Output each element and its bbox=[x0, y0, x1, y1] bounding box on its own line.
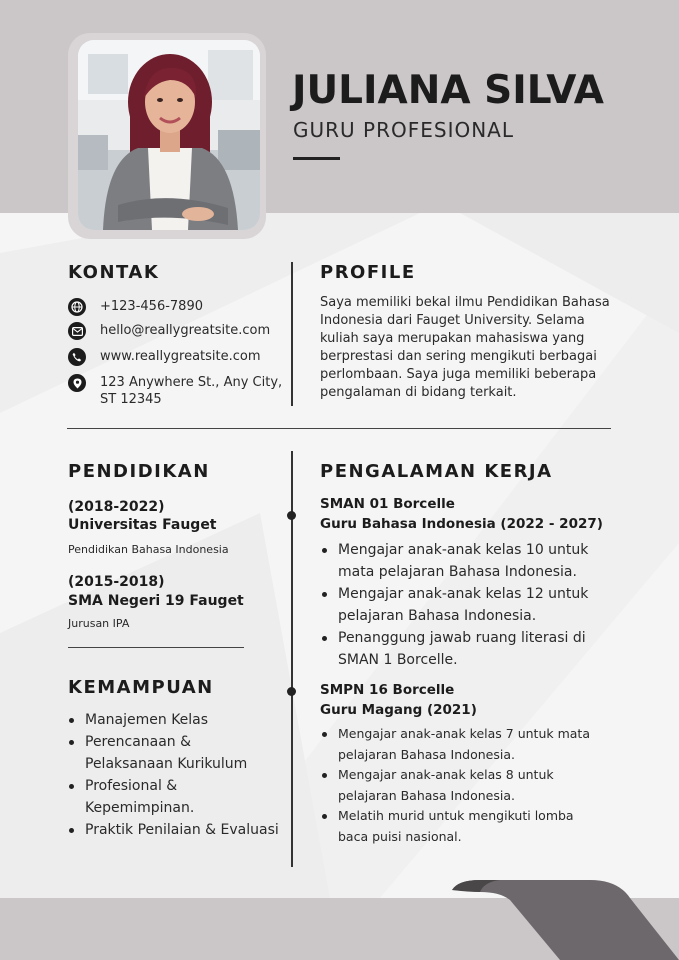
mail-icon bbox=[68, 322, 86, 340]
job-duty: Mengajar anak-anak kelas 10 untuk mata pelajaran Bahasa Indonesia. bbox=[320, 539, 600, 583]
contact-phone-row bbox=[68, 298, 203, 316]
contact-email[interactable]: hello@reallygreatsite.com bbox=[100, 323, 271, 338]
timeline-dot bbox=[287, 511, 296, 520]
education-heading: PENDIDIKAN bbox=[68, 461, 210, 482]
job-duty: Mengajar anak-anak kelas 7 untuk mata pelajaran Bahasa Indonesia. bbox=[320, 724, 605, 765]
education-desc: Pendidikan Bahasa Indonesia bbox=[68, 543, 229, 556]
candidate-title: GURU PROFESIONAL bbox=[293, 118, 514, 142]
skill-item: Profesional & Kepemimpinan. bbox=[67, 775, 282, 819]
education-desc: Jurusan IPA bbox=[68, 617, 130, 630]
job-place: SMPN 16 Borcelle bbox=[320, 682, 455, 698]
decorative-ribbon bbox=[440, 878, 679, 960]
job-duty: Mengajar anak-anak kelas 12 untuk pelajaran Bahasa Indonesia. bbox=[320, 583, 600, 627]
contact-website-row bbox=[68, 348, 261, 366]
education-school: Universitas Fauget bbox=[68, 517, 217, 533]
job-role: Guru Bahasa Indonesia (2022 - 2027) bbox=[320, 516, 603, 532]
education-separator bbox=[68, 647, 244, 648]
contact-email-row bbox=[68, 322, 270, 340]
profile-text: Saya memiliki bekal ilmu Pendidikan Bahasa Indonesia dari Fauget University. Selama kuliah saya merupakan mahasiswa yang berprestasi dan sering mengikuti berbagai perlombaan. Saya juga memiliki beberapa pengalaman di bidang terkait. bbox=[320, 295, 610, 400]
title-underline bbox=[293, 157, 340, 160]
timeline-dot bbox=[287, 687, 296, 696]
job-place: SMAN 01 Borcelle bbox=[320, 496, 455, 512]
education-years: (2018-2022) bbox=[68, 499, 165, 515]
job-duty: Penanggung jawab ruang literasi di SMAN 1 Borcelle. bbox=[320, 627, 600, 671]
skill-item: Perencanaan & Pelaksanaan Kurikulum bbox=[67, 731, 282, 775]
globe-icon bbox=[68, 298, 86, 316]
job-duties-list bbox=[320, 724, 605, 847]
skills-heading: KEMAMPUAN bbox=[68, 677, 214, 698]
experience-heading: PENGALAMAN KERJA bbox=[320, 461, 553, 482]
job-role: Guru Magang (2021) bbox=[320, 702, 477, 718]
profile-photo bbox=[78, 40, 260, 230]
skill-item: Manajemen Kelas bbox=[67, 709, 282, 731]
address-line-1: 123 Anywhere St., Any City, bbox=[100, 375, 283, 390]
job-duties-list bbox=[320, 539, 600, 671]
address-line-2: ST 12345 bbox=[100, 392, 162, 407]
contact-website[interactable]: www.reallygreatsite.com bbox=[100, 349, 261, 364]
phone-icon bbox=[68, 348, 86, 366]
skills-list bbox=[67, 709, 282, 841]
education-years: (2015-2018) bbox=[68, 574, 165, 590]
contact-address-row bbox=[68, 374, 282, 408]
job-duty: Mengajar anak-anak kelas 8 untuk pelajaran Bahasa Indonesia. bbox=[320, 765, 605, 806]
top-section-divider bbox=[291, 262, 293, 406]
contact-phone: +123-456-7890 bbox=[100, 299, 203, 314]
contact-heading: KONTAK bbox=[68, 262, 160, 283]
education-school: SMA Negeri 19 Fauget bbox=[68, 593, 244, 609]
skill-item: Praktik Penilaian & Evaluasi bbox=[67, 819, 282, 841]
candidate-name: JULIANA SILVA bbox=[292, 68, 604, 113]
contact-address bbox=[100, 374, 282, 408]
profile-heading: PROFILE bbox=[320, 262, 416, 283]
location-pin-icon bbox=[68, 374, 86, 392]
section-separator bbox=[67, 428, 611, 429]
job-duty: Melatih murid untuk mengikuti lomba baca puisi nasional. bbox=[320, 806, 605, 847]
